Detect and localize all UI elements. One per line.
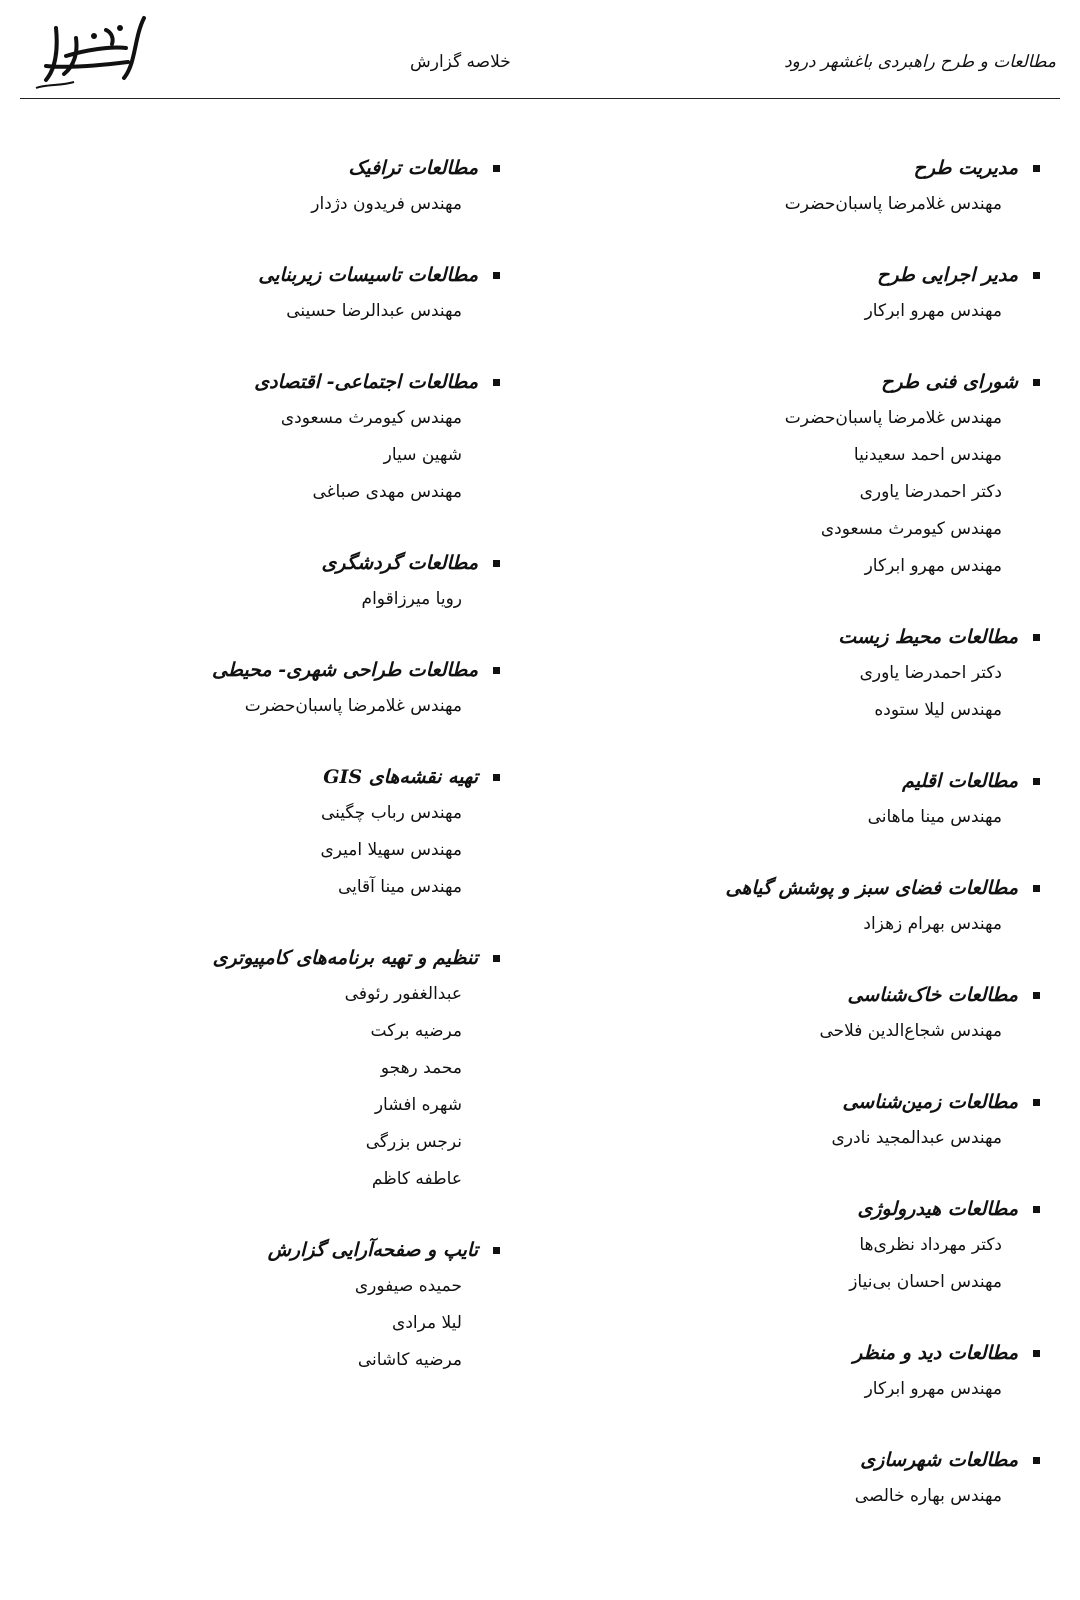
bullet-icon <box>493 379 500 386</box>
bullet-icon <box>1033 1099 1040 1106</box>
member-name: مهندس مهرو ابرکار <box>864 1379 1002 1399</box>
team-section <box>60 150 500 223</box>
member-name: نرجس بزرگی <box>365 1132 462 1152</box>
section-title: مطالعات دید و منظر <box>853 1342 1018 1364</box>
section-heading <box>620 150 1040 186</box>
bullet-icon <box>1033 1457 1040 1464</box>
section-heading <box>620 1442 1040 1478</box>
section-title: تایپ و صفحه‌آرایی گزارش <box>267 1239 478 1261</box>
member-name: مهندس مینا ماهانی <box>867 807 1002 827</box>
section-title: مطالعات هیدرولوژی <box>857 1198 1018 1220</box>
member-list <box>60 400 500 511</box>
section-heading <box>60 545 500 581</box>
member-name: مهندس مهدی صباغی <box>312 482 462 502</box>
member-list <box>620 293 1040 330</box>
bullet-icon <box>493 1247 500 1254</box>
member-name: مهندس غلامرضا پاسبان‌حضرت <box>244 696 462 716</box>
section-heading <box>620 1191 1040 1227</box>
section-heading <box>620 1084 1040 1120</box>
bullet-icon <box>493 667 500 674</box>
member-list <box>620 186 1040 223</box>
bullet-icon <box>493 560 500 567</box>
team-section <box>60 1232 500 1379</box>
team-section <box>60 652 500 725</box>
member-name: عبدالغفور رئوفی <box>344 984 462 1004</box>
section-heading <box>60 257 500 293</box>
member-list <box>620 906 1040 943</box>
bagh-shahr-logo <box>16 8 156 94</box>
member-list <box>60 581 500 618</box>
member-list <box>620 1227 1040 1301</box>
member-name: مهندس مهرو ابرکار <box>864 301 1002 321</box>
member-name: مهندس بهاره خالصی <box>854 1486 1002 1506</box>
team-section <box>60 257 500 330</box>
member-list <box>620 1371 1040 1408</box>
member-list <box>60 293 500 330</box>
bullet-icon <box>493 955 500 962</box>
member-name: مهندس شجاع‌الدین فلاحی <box>819 1021 1002 1041</box>
member-name: مهندس فریدون دژدار <box>311 194 462 214</box>
team-section <box>620 150 1040 223</box>
section-heading <box>60 652 500 688</box>
section-title: مطالعات فضای سبز و پوشش گیاهی <box>725 877 1018 899</box>
section-title: مطالعات شهرسازی <box>860 1449 1018 1471</box>
section-title: مطالعات اجتماعی- اقتصادی <box>254 371 478 393</box>
member-name: مهندس احمد سعیدنیا <box>853 445 1002 465</box>
team-section <box>620 1442 1040 1515</box>
section-title: تنظیم و تهیه برنامه‌های کامپیوتری <box>212 947 478 969</box>
member-name: مهندس بهرام زهزاد <box>863 914 1002 934</box>
section-heading <box>620 870 1040 906</box>
member-name: دکتر مهرداد نظری‌ها <box>859 1235 1002 1255</box>
member-name: رویا میرزاقوام <box>361 589 462 609</box>
member-list <box>60 1268 500 1379</box>
team-section <box>620 1335 1040 1408</box>
team-section <box>60 940 500 1198</box>
team-section <box>620 870 1040 943</box>
member-name: مهندس عبدالرضا حسینی <box>286 301 462 321</box>
member-list <box>620 1013 1040 1050</box>
section-title: مطالعات تاسیسات زیربنایی <box>258 264 478 286</box>
member-list <box>60 186 500 223</box>
bullet-icon <box>493 165 500 172</box>
member-list <box>620 1478 1040 1515</box>
report-summary-title: خلاصه گزارش <box>410 52 511 72</box>
section-title: مطالعات طراحی شهری- محیطی <box>211 659 478 681</box>
section-title: مطالعات محیط زیست <box>838 626 1018 648</box>
team-section <box>60 364 500 511</box>
member-list <box>620 799 1040 836</box>
section-heading <box>60 1232 500 1268</box>
right-column <box>620 150 1040 1549</box>
member-name: حمیده صیفوری <box>354 1276 462 1296</box>
bullet-icon <box>1033 885 1040 892</box>
section-heading <box>620 763 1040 799</box>
member-list <box>620 1120 1040 1157</box>
team-section <box>60 545 500 618</box>
member-name: مهندس کیومرث مسعودی <box>280 408 462 428</box>
member-name: لیلا مرادی <box>392 1313 462 1333</box>
member-name: عاطفه کاظم <box>371 1169 462 1189</box>
bullet-icon <box>1033 1206 1040 1213</box>
section-heading <box>620 257 1040 293</box>
left-column <box>60 150 500 1413</box>
section-heading <box>60 150 500 186</box>
member-name: مهندس سهیلا امیری <box>320 840 462 860</box>
member-name: مرضیه برکت <box>370 1021 462 1041</box>
member-name: مرضیه کاشانی <box>357 1350 462 1370</box>
bullet-icon <box>493 774 500 781</box>
team-section <box>60 759 500 906</box>
member-name: مهندس لیلا ستوده <box>874 700 1002 720</box>
member-name: مهندس مینا آقایی <box>337 877 462 897</box>
section-title: مطالعات اقلیم <box>902 770 1018 792</box>
team-section <box>620 763 1040 836</box>
section-heading <box>60 940 500 976</box>
member-list <box>60 688 500 725</box>
bullet-icon <box>493 272 500 279</box>
bullet-icon <box>1033 778 1040 785</box>
member-name: شهین سیار <box>383 445 462 465</box>
team-section <box>620 1084 1040 1157</box>
section-heading <box>620 364 1040 400</box>
bullet-icon <box>1033 272 1040 279</box>
section-title: تهیه نقشه‌های GIS <box>323 766 478 788</box>
section-title: شورای فنی طرح <box>881 371 1018 393</box>
member-name: محمد رهجو <box>380 1058 462 1078</box>
member-name: مهندس عبدالمجید نادری <box>831 1128 1002 1148</box>
team-section <box>620 257 1040 330</box>
bullet-icon <box>1033 165 1040 172</box>
member-name: مهندس مهرو ابرکار <box>864 556 1002 576</box>
section-title: مدیریت طرح <box>913 157 1018 179</box>
section-heading <box>620 1335 1040 1371</box>
member-name: مهندس احسان بی‌نیاز <box>849 1272 1002 1292</box>
team-section <box>620 364 1040 585</box>
bullet-icon <box>1033 1350 1040 1357</box>
header-divider <box>20 98 1060 99</box>
member-list <box>60 795 500 906</box>
team-section <box>620 1191 1040 1301</box>
section-heading <box>620 619 1040 655</box>
member-name: مهندس کیومرث مسعودی <box>820 519 1002 539</box>
section-heading <box>60 364 500 400</box>
team-section <box>620 977 1040 1050</box>
member-list <box>60 976 500 1198</box>
member-list <box>620 400 1040 585</box>
bullet-icon <box>1033 992 1040 999</box>
section-title: مطالعات ترافیک <box>348 157 478 179</box>
page-header <box>0 0 1080 104</box>
section-title: مطالعات خاک‌شناسی <box>847 984 1018 1006</box>
member-list <box>620 655 1040 729</box>
section-heading <box>620 977 1040 1013</box>
bullet-icon <box>1033 634 1040 641</box>
section-title: مدیر اجرایی طرح <box>877 264 1018 286</box>
bullet-icon <box>1033 379 1040 386</box>
section-title: مطالعات گردشگری <box>321 552 478 574</box>
section-heading <box>60 759 500 795</box>
member-name: مهندس رباب چگینی <box>320 803 462 823</box>
member-name: دکتر احمدرضا یاوری <box>859 663 1002 683</box>
member-name: دکتر احمدرضا یاوری <box>859 482 1002 502</box>
member-name: مهندس غلامرضا پاسبان‌حضرت <box>784 408 1002 428</box>
project-title: مطالعات و طرح راهبردی باغشهر درود <box>784 52 1056 72</box>
team-section <box>620 619 1040 729</box>
member-name: شهره افشار <box>374 1095 462 1115</box>
member-name: مهندس غلامرضا پاسبان‌حضرت <box>784 194 1002 214</box>
section-title: مطالعات زمین‌شناسی <box>842 1091 1018 1113</box>
